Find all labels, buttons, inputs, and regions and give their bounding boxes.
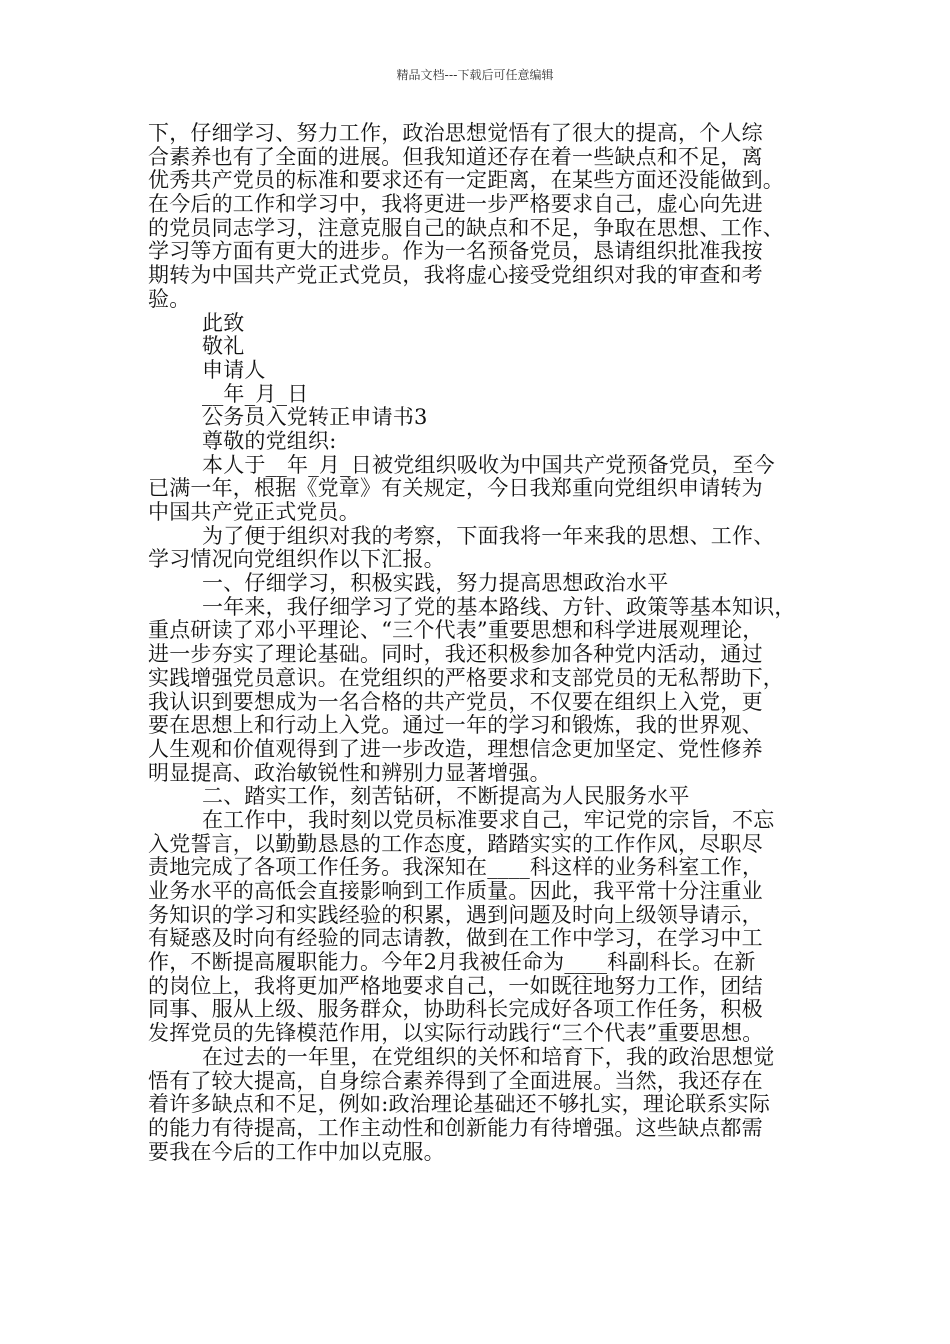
text-line: 验。 xyxy=(148,286,191,311)
text-line: 我认识到要想成为一名合格的共产党员，不仅要在组织上入党，更 xyxy=(148,689,763,714)
text-line: 进一步夯实了理论基础。同时，我还积极参加各种党内活动，通过 xyxy=(148,642,763,667)
closing-salutation: 此致 xyxy=(202,310,245,335)
text-line: 为了便于组织对我的考察，下面我将一年来我的思想、工作、 xyxy=(202,523,775,548)
text-line: 着许多缺点和不足，例如:政治理论基础还不够扎实，理论联系实际 xyxy=(148,1092,771,1117)
text-line: 明显提高、政治敏锐性和辨别力显著增强。 xyxy=(148,760,551,785)
text-line: 的党员同志学习，注意克服自己的缺点和不足，争取在思想、工作、 xyxy=(148,215,784,240)
text-line: 期转为中国共产党正式党员，我将虚心接受党组织对我的审查和考 xyxy=(148,263,763,288)
text-line: 的能力有待提高，工作主动性和创新能力有待增强。这些缺点都需 xyxy=(148,1115,763,1140)
text-line: 一年来，我仔细学习了党的基本路线、方针、政策等基本知识， xyxy=(202,594,796,619)
subheading: 一、仔细学习，积极实践，努力提高思想政治水平 xyxy=(202,571,669,596)
text-line: 优秀共产党员的标准和要求还有一定距离，在某些方面还没能做到。 xyxy=(148,168,784,193)
date-line: __年_月_日 xyxy=(202,381,309,406)
text-line: 要我在今后的工作中加以克服。 xyxy=(148,1139,445,1164)
subheading: 二、踏实工作，刻苦钻研，不断提高为人民服务水平 xyxy=(202,784,690,809)
text-line: 本人于__年_月_日被党组织吸收为中国共产党预备党员，至今 xyxy=(202,452,775,477)
text-line: 已满一年，根据《党章》有关规定，今日我郑重向党组织申请转为 xyxy=(148,476,763,501)
text-line: 入党誓言，以勤勤恳恳的工作态度，踏踏实实的工作作风，尽职尽 xyxy=(148,831,763,856)
text-line: 在工作中，我时刻以党员标准要求自己，牢记党的宗旨，不忘 xyxy=(202,807,775,832)
section-title: 公务员入党转正申请书3 xyxy=(202,405,428,430)
salutation: 尊敬的党组织: xyxy=(202,428,337,453)
text-line: 中国共产党正式党员。 xyxy=(148,500,360,524)
closing-regards: 敬礼 xyxy=(202,334,245,359)
text-line: 作，不断提高履职能力。今年2月我被任命为____科副科长。在新 xyxy=(148,950,756,975)
text-line: 的岗位上，我将更加严格地要求自己，一如既往地努力工作，团结 xyxy=(148,973,763,998)
text-line: 悟有了较大提高，自身综合素养得到了全面进展。当然，我还存在 xyxy=(148,1068,763,1093)
text-line: 在过去的一年里，在党组织的关怀和培育下，我的政治思想觉 xyxy=(202,1044,775,1069)
text-line: 下，仔细学习、努力工作，政治思想觉悟有了很大的提高，个人综 xyxy=(148,121,763,145)
text-line: 发挥党员的先锋模范作用，以实际行动践行“三个代表”重要思想。 xyxy=(148,1021,764,1046)
text-line: 务知识的学习和实践经验的积累，遇到问题及时向上级领导请示， xyxy=(148,902,763,927)
text-line: 要在思想上和行动上入党。通过一年的学习和锻炼，我的世界观、 xyxy=(148,713,763,738)
text-line: 学习情况向党组织作以下汇报。 xyxy=(148,547,445,572)
text-line: 学习等方面有更大的进步。作为一名预备党员，恳请组织批准我按 xyxy=(148,239,763,264)
text-line: 重点研读了邓小平理论、“三个代表”重要思想和科学进展观理论， xyxy=(148,618,764,643)
page-header: 精品文档---下载后可任意编辑 xyxy=(396,68,554,82)
text-line: 责地完成了各项工作任务。我深知在____科这样的业务科室工作， xyxy=(148,855,764,880)
applicant-label: 申请人 xyxy=(202,357,266,382)
text-line: 业务水平的高低会直接影响到工作质量。因此，我平常十分注重业 xyxy=(148,879,763,903)
text-line: 合素养也有了全面的进展。但我知道还存在着一些缺点和不足，离 xyxy=(148,144,763,169)
document-body xyxy=(148,122,848,1164)
text-line: 实践增强党员意识。在党组织的严格要求和支部党员的无私帮助下， xyxy=(148,665,784,690)
text-line: 人生观和价值观得到了进一步改造，理想信念更加坚定、党性修养 xyxy=(148,736,763,761)
text-line: 在今后的工作和学习中，我将更进一步严格要求自己，虚心向先进 xyxy=(148,192,763,217)
text-line: 同事、服从上级、服务群众，协助科长完成好各项工作任务，积极 xyxy=(148,997,763,1022)
text-line: 有疑惑及时向有经验的同志请教，做到在工作中学习，在学习中工 xyxy=(148,926,763,951)
